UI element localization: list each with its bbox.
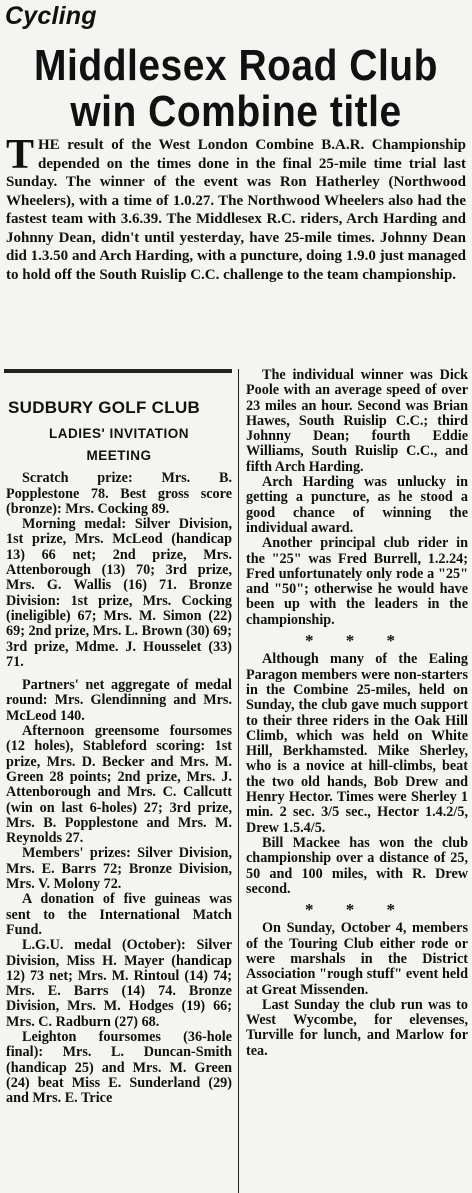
golf-paragraph: A donation of five guineas was sent to the International Match Fund. — [6, 891, 232, 938]
right-paragraph-3: Another principal club rider in the "25" was Fred Burrell, 1.2.24; Fred unfortunately only rode a "25" and "50"; otherwise he would have been up with the leaders in the championship. — [246, 535, 468, 628]
golf-paragraph: Partners' net aggregate of medal round: Mrs. Glendinning and Mrs. McLeod 140. — [6, 677, 232, 724]
golf-paragraph: Morning medal: Silver Division, 1st prize, Mrs. McLeod (handicap 13) 66 net; 2nd prize, Mrs. Attenborough (13) 70; 3rd prize, Mrs. G. Wallis (16) 71. Bronze Division: 1st prize, Mrs. Cocking (ineligible) 67; Mrs. M. Simon (22) 69; 2nd prize, Mrs. L. Brown (30) 69; 3rd prize, Mdme. J. Housselet (33) 71. — [6, 516, 232, 670]
right-paragraph-1: The individual winner was Dick Poole with an average speed of over 23 miles an hour. Second was Brian Hawes, South Ruislip C.C.; third Johnny Dean; fourth Eddie Williams, South Ruislip C.C., and fifth Arch Harding. — [246, 367, 468, 475]
intro-club-name: Middlesex R.C. — [195, 211, 296, 227]
golf-paragraph: Leighton foursomes (36-hole final): Mrs. L. Duncan-Smith (handicap 25) and Mrs. M. Green (24) beat Miss E. Sunderland (29) and Mrs. E. Trice — [6, 1028, 232, 1107]
section-stars: * * * — [305, 900, 409, 920]
golf-paragraph: Afternoon greensome foursomes (12 holes), Stableford scoring: 1st prize, Mrs. D. Becker and Mrs. M. Green 28 points; 2nd prize, Mrs. J. Attenborough and Mrs. C. Callcutt (win on last 6-holes) 27; 3rd prize, Mrs. B. Popplestone and Mrs. M. Reynolds 27. — [6, 723, 232, 847]
golf-paragraph: L.G.U. medal (October): Silver Division, Miss H. Mayer (handicap 12) 73 net; Mrs. M. Rintoul (14) 74; Mrs. E. Barrs (14) 74. Bronze Division, Mrs. M. Hodges (19) 66; Mrs. C. Radburn (27) 68. — [6, 937, 232, 1030]
right-paragraph-6 — [246, 921, 468, 997]
golf-club-title: SUDBURY GOLF CLUB — [8, 398, 201, 417]
p6-club-name: Touring Club — [289, 935, 374, 952]
section-stars: * * * — [305, 631, 409, 651]
right-paragraph-5: Bill Mackee has won the club championship over a distance of 25, 50 and 100 miles, with R. Drew second. — [246, 834, 468, 897]
golf-paragraph: Members' prizes: Silver Division, Mrs. E. Barrs 72; Bronze Division, Mrs. V. Molony 72. — [6, 845, 232, 893]
p6-text-pre: On Sunday, October 4, members of the — [246, 920, 468, 952]
right-paragraph-7: Last Sunday the club run was to West Wycombe, for elevenses, Turville for lunch, and Marlow for tea. — [246, 996, 468, 1059]
golf-article — [6, 400, 232, 1106]
intro-text-2: riders, Arch Harding and Johnny Dean, didn't until yesterday, have 25-mile times. Johnny Dean did 1.3.50 and Arch Harding, with a puncture, doing 1.9.0 just managed to hold off the South Ruislip C.C. challenge to the team championship. — [6, 211, 466, 283]
column-divider — [238, 369, 239, 1193]
right-paragraph-4 — [246, 652, 468, 836]
p6-text-post: either rode or were marshals in the District Association "rough stuff" event held at Great Missenden. — [246, 935, 469, 998]
p4-text-pre: Although many of the — [262, 651, 429, 668]
golf-subtitle-1: LADIES' INVITATION — [49, 426, 189, 442]
p4-text-post: members were non-starters in the Combine 25-miles, held on Sunday, the club gave much support to their three riders in the Oak Hill Climb, which was held on White Hill, Berkhamsted. Mike Sherley, who is a novice at hill-climbs, beat the two old hands, Bob Drew and Henry Hector. Times were Sherley 1 min. 2 sec. 3/5 sec., Hector 1.4.2/5, Drew 1.5.4/5. — [246, 666, 468, 836]
p4-club-name: Ealing Paragon — [246, 651, 468, 683]
intro-text-1: HE result of the West London Combine B.A.R. Championship depended on the times done in the final 25-mile time trial last Sunday. The winner of the event was Ron Hatherley (Northwood Wheelers), with a time of 1.0.27. The Northwood Wheelers also had the fastest team with 3.6.39. The — [6, 137, 466, 227]
right-paragraph-2: Arch Harding was unlucky in getting a puncture, as he stood a good chance of winning the individual award. — [246, 474, 468, 536]
intro-paragraph — [6, 132, 466, 284]
cycling-continued-article — [246, 368, 468, 1059]
golf-subtitle-2: MEETING — [86, 448, 152, 464]
separator-rule — [4, 369, 232, 373]
headline-line-2: win Combine title — [70, 88, 402, 137]
headline-line-1: Middlesex Road Club — [34, 42, 438, 91]
drop-cap: T — [6, 132, 35, 178]
golf-paragraph: Scratch prize: Mrs. B. Popplestone 78. Best gross score (bronze): Mrs. Cocking 89. — [6, 470, 232, 517]
section-label: Cycling — [5, 2, 97, 30]
